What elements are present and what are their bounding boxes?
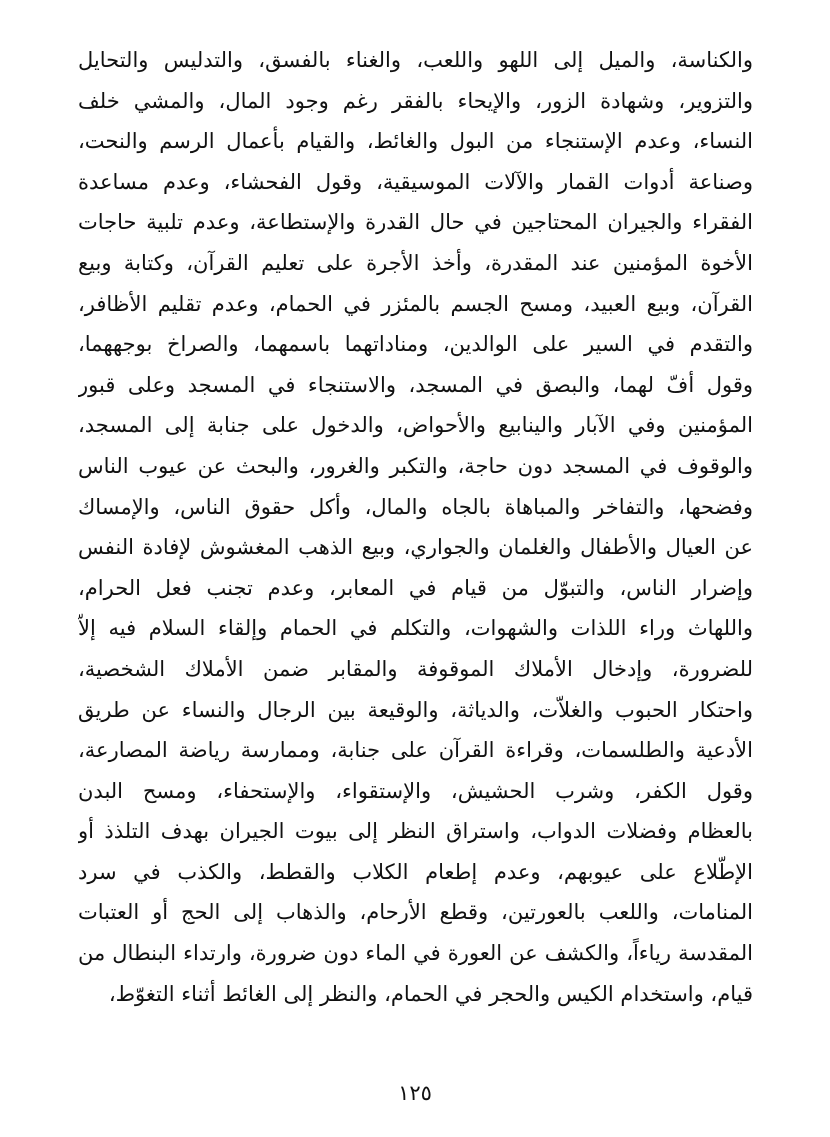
text-line-20: بالعظام وفضلات الدواب، واستراق النظر إلى بيوت الجيران بهدف التلذذ أو bbox=[78, 819, 753, 844]
text-line-7: القرآن، وبيع العبيد، ومسح الجسم بالمئزر في الحمام، وعدم تقليم الأظافر، bbox=[78, 291, 753, 316]
text-line-15: واللهاث وراء اللذات والشهوات، والتكلم في الحمام وإلقاء السلام فيه إلاّ bbox=[78, 616, 753, 641]
text-line-17: واحتكار الحبوب والغلاّت، والدياثة، والوقيعة بين الرجال والنساء عن طريق bbox=[78, 697, 753, 722]
text-line-12: وفضحها، والتفاخر والمباهاة بالجاه والمال، وأكل حقوق الناس، والإمساك bbox=[78, 494, 753, 519]
text-line-8: والتقدم في السير على الوالدين، ومناداتهما باسمهما، والصراخ بوجههما، bbox=[78, 332, 753, 357]
text-line-13: عن العيال والأطفال والغلمان والجواري، وبيع الذهب المغشوش لإفادة النفس bbox=[78, 535, 753, 560]
text-line-9: وقول أفّ لهما، والبصق في المسجد، والاستنجاء في المسجد وعلى قبور bbox=[78, 372, 753, 397]
text-line-5: الفقراء والجيران المحتاجين في حال القدرة والإستطاعة، وعدم تلبية حاجات bbox=[78, 210, 753, 235]
text-line-11: والوقوف في المسجد دون حاجة، والتكبر والغرور، والبحث عن عيوب الناس bbox=[78, 453, 753, 478]
text-line-10: المؤمنين وفي الآبار والينابيع والأحواض، والدخول على جنابة إلى المسجد، bbox=[78, 413, 753, 438]
text-line-2: والتزوير، وشهادة الزور، والإيحاء بالفقر رغم وجود المال، والمشي خلف bbox=[78, 88, 753, 113]
body-text bbox=[78, 40, 753, 1014]
text-line-3: النساء، وعدم الإستنجاء من البول والغائط، والقيام بأعمال الرسم والنحت، bbox=[78, 129, 753, 154]
text-line-24: قيام، واستخدام الكيس والحجر في الحمام، والنظر إلى الغائط أثناء التغوّط، bbox=[108, 981, 753, 1006]
text-line-16: للضرورة، وإدخال الأملاك الموقوفة والمقابر ضمن الأملاك الشخصية، bbox=[78, 656, 753, 681]
text-line-4: وصناعة أدوات القمار والآلات الموسيقية، وقول الفحشاء، وعدم مساعدة bbox=[78, 169, 753, 194]
text-line-22: المنامات، واللعب بالعورتين، وقطع الأرحام، والذهاب إلى الحج أو العتبات bbox=[78, 900, 753, 925]
text-line-1: والكناسة، والميل إلى اللهو واللعب، والغناء بالفسق، والتدليس والتحايل bbox=[78, 48, 753, 72]
text-line-6: الأخوة المؤمنين عند المقدرة، وأخذ الأجرة على تعليم القرآن، وكتابة وبيع bbox=[78, 250, 753, 275]
page-number: ١٢٥ bbox=[398, 1081, 432, 1105]
text-line-19: وقول الكفر، وشرب الحشيش، والإستقواء، والإستحفاء، ومسح البدن bbox=[78, 778, 753, 803]
text-line-18: الأدعية والطلسمات، وقراءة القرآن على جنابة، وممارسة رياضة المصارعة، bbox=[78, 738, 753, 763]
text-line-21: الإطّلاع على عيوبهم، وعدم إطعام الكلاب والقطط، والكذب في سرد bbox=[78, 859, 753, 884]
text-line-23: المقدسة رياءاً، والكشف عن العورة في الماء دون ضرورة، وارتداء البنطال من bbox=[78, 941, 753, 966]
text-line-14: وإضرار الناس، والتبوّل من قيام في المعابر، وعدم تجنب فعل الحرام، bbox=[78, 575, 753, 600]
